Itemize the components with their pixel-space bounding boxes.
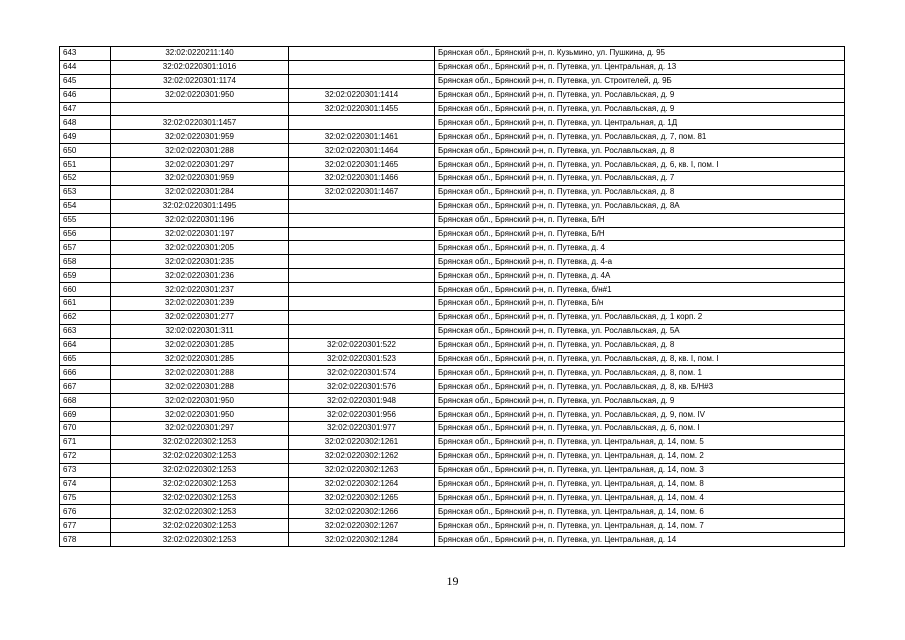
table-row bbox=[60, 158, 845, 172]
address-cell: Брянская обл., Брянский р-н, п. Путевка, ул. Центральная, д. 13 bbox=[435, 60, 845, 74]
row-number-cell: 657 bbox=[60, 241, 111, 255]
table-row bbox=[60, 88, 845, 102]
cadastral-number-cell: 32:02:0220301:196 bbox=[111, 213, 289, 227]
address-cell: Брянская обл., Брянский р-н, п. Путевка, ул. Центральная, д. 14, пом. 6 bbox=[435, 505, 845, 519]
table-row bbox=[60, 380, 845, 394]
table-row bbox=[60, 144, 845, 158]
address-cell: Брянская обл., Брянский р-н, п. Путевка, ул. Рославльская, д. 8, пом. 1 bbox=[435, 366, 845, 380]
linked-cadastral-number-cell: 32:02:0220301:1455 bbox=[289, 102, 435, 116]
linked-cadastral-number-cell bbox=[289, 297, 435, 311]
address-cell: Брянская обл., Брянский р-н, п. Путевка, ул. Центральная, д. 14, пом. 8 bbox=[435, 477, 845, 491]
row-number-cell: 676 bbox=[60, 505, 111, 519]
table-row bbox=[60, 366, 845, 380]
address-cell: Брянская обл., Брянский р-н, п. Путевка, ул. Центральная, д. 14, пом. 4 bbox=[435, 491, 845, 505]
row-number-cell: 656 bbox=[60, 227, 111, 241]
cadastral-number-cell: 32:02:0220301:285 bbox=[111, 338, 289, 352]
linked-cadastral-number-cell: 32:02:0220301:1464 bbox=[289, 144, 435, 158]
linked-cadastral-number-cell: 32:02:0220301:956 bbox=[289, 408, 435, 422]
address-cell: Брянская обл., Брянский р-н, п. Путевка, ул. Рославльская, д. 8 bbox=[435, 338, 845, 352]
linked-cadastral-number-cell bbox=[289, 227, 435, 241]
address-cell: Брянская обл., Брянский р-н, п. Путевка, д. 4А bbox=[435, 269, 845, 283]
row-number-cell: 650 bbox=[60, 144, 111, 158]
table-row bbox=[60, 324, 845, 338]
address-cell: Брянская обл., Брянский р-н, п. Путевка, Б/Н bbox=[435, 227, 845, 241]
cadastral-number-cell: 32:02:0220301:950 bbox=[111, 408, 289, 422]
cadastral-number-cell: 32:02:0220301:285 bbox=[111, 352, 289, 366]
cadastral-number-cell: 32:02:0220301:1174 bbox=[111, 74, 289, 88]
linked-cadastral-number-cell bbox=[289, 241, 435, 255]
row-number-cell: 671 bbox=[60, 435, 111, 449]
cadastral-number-cell: 32:02:0220211:140 bbox=[111, 47, 289, 61]
row-number-cell: 648 bbox=[60, 116, 111, 130]
table-row bbox=[60, 463, 845, 477]
table-row bbox=[60, 310, 845, 324]
cadastral-number-cell: 32:02:0220301:284 bbox=[111, 185, 289, 199]
linked-cadastral-number-cell: 32:02:0220302:1264 bbox=[289, 477, 435, 491]
cadastral-number-cell: 32:02:0220301:205 bbox=[111, 241, 289, 255]
cadastral-number-cell: 32:02:0220302:1253 bbox=[111, 505, 289, 519]
linked-cadastral-number-cell: 32:02:0220301:1465 bbox=[289, 158, 435, 172]
registry-table bbox=[59, 46, 845, 547]
row-number-cell: 647 bbox=[60, 102, 111, 116]
address-cell: Брянская обл., Брянский р-н, п. Путевка, ул. Рославльская, д. 9, пом. IV bbox=[435, 408, 845, 422]
cadastral-number-cell: 32:02:0220301:1457 bbox=[111, 116, 289, 130]
row-number-cell: 670 bbox=[60, 422, 111, 436]
table-row bbox=[60, 408, 845, 422]
table-row bbox=[60, 116, 845, 130]
linked-cadastral-number-cell bbox=[289, 47, 435, 61]
table-row bbox=[60, 199, 845, 213]
cadastral-number-cell: 32:02:0220301:297 bbox=[111, 422, 289, 436]
table-row bbox=[60, 74, 845, 88]
linked-cadastral-number-cell: 32:02:0220301:977 bbox=[289, 422, 435, 436]
row-number-cell: 645 bbox=[60, 74, 111, 88]
table-row bbox=[60, 505, 845, 519]
table-row bbox=[60, 449, 845, 463]
linked-cadastral-number-cell: 32:02:0220301:574 bbox=[289, 366, 435, 380]
cadastral-number-cell: 32:02:0220301:1495 bbox=[111, 199, 289, 213]
cadastral-number-cell: 32:02:0220301:236 bbox=[111, 269, 289, 283]
linked-cadastral-number-cell: 32:02:0220302:1263 bbox=[289, 463, 435, 477]
row-number-cell: 653 bbox=[60, 185, 111, 199]
table-row bbox=[60, 172, 845, 186]
address-cell: Брянская обл., Брянский р-н, п. Путевка, ул. Рославльская, д. 7, пом. 81 bbox=[435, 130, 845, 144]
cadastral-number-cell: 32:02:0220301:959 bbox=[111, 172, 289, 186]
cadastral-number-cell: 32:02:0220301:950 bbox=[111, 88, 289, 102]
linked-cadastral-number-cell: 32:02:0220302:1261 bbox=[289, 435, 435, 449]
address-cell: Брянская обл., Брянский р-н, п. Путевка, д. 4 bbox=[435, 241, 845, 255]
table-row bbox=[60, 227, 845, 241]
linked-cadastral-number-cell bbox=[289, 324, 435, 338]
address-cell: Брянская обл., Брянский р-н, п. Путевка, Б/Н bbox=[435, 213, 845, 227]
cadastral-number-cell: 32:02:0220301:950 bbox=[111, 394, 289, 408]
cadastral-number-cell: 32:02:0220301:311 bbox=[111, 324, 289, 338]
address-cell: Брянская обл., Брянский р-н, п. Путевка, ул. Рославльская, д. 8 bbox=[435, 185, 845, 199]
table-row bbox=[60, 130, 845, 144]
row-number-cell: 673 bbox=[60, 463, 111, 477]
cadastral-number-cell: 32:02:0220302:1253 bbox=[111, 533, 289, 547]
cadastral-number-cell: 32:02:0220302:1253 bbox=[111, 463, 289, 477]
row-number-cell: 674 bbox=[60, 477, 111, 491]
table-row bbox=[60, 185, 845, 199]
address-cell: Брянская обл., Брянский р-н, п. Путевка, ул. Рославльская, д. 9 bbox=[435, 394, 845, 408]
registry-table-body bbox=[60, 47, 845, 547]
address-cell: Брянская обл., Брянский р-н, п. Путевка, ул. Рославльская, д. 9 bbox=[435, 88, 845, 102]
linked-cadastral-number-cell: 32:02:0220301:523 bbox=[289, 352, 435, 366]
table-row bbox=[60, 213, 845, 227]
row-number-cell: 651 bbox=[60, 158, 111, 172]
address-cell: Брянская обл., Брянский р-н, п. Кузьмино, ул. Пушкина, д. 95 bbox=[435, 47, 845, 61]
table-row bbox=[60, 491, 845, 505]
address-cell: Брянская обл., Брянский р-н, п. Путевка, ул. Рославльская, д. 9 bbox=[435, 102, 845, 116]
table-row bbox=[60, 477, 845, 491]
linked-cadastral-number-cell: 32:02:0220301:1466 bbox=[289, 172, 435, 186]
table-row bbox=[60, 533, 845, 547]
row-number-cell: 660 bbox=[60, 283, 111, 297]
row-number-cell: 659 bbox=[60, 269, 111, 283]
cadastral-number-cell: 32:02:0220302:1253 bbox=[111, 519, 289, 533]
row-number-cell: 643 bbox=[60, 47, 111, 61]
linked-cadastral-number-cell bbox=[289, 310, 435, 324]
address-cell: Брянская обл., Брянский р-н, п. Путевка, ул. Рославльская, д. 8, кв. Б/Н#3 bbox=[435, 380, 845, 394]
cadastral-number-cell: 32:02:0220301:239 bbox=[111, 297, 289, 311]
linked-cadastral-number-cell: 32:02:0220302:1284 bbox=[289, 533, 435, 547]
table-row bbox=[60, 519, 845, 533]
linked-cadastral-number-cell bbox=[289, 283, 435, 297]
linked-cadastral-number-cell bbox=[289, 116, 435, 130]
table-row bbox=[60, 255, 845, 269]
cadastral-number-cell: 32:02:0220301:297 bbox=[111, 158, 289, 172]
address-cell: Брянская обл., Брянский р-н, п. Путевка, ул. Рославльская, д. 6, пом. I bbox=[435, 422, 845, 436]
address-cell: Брянская обл., Брянский р-н, п. Путевка, ул. Рославльская, д. 6, кв. I, пом. I bbox=[435, 158, 845, 172]
table-row bbox=[60, 283, 845, 297]
cadastral-number-cell: 32:02:0220302:1253 bbox=[111, 449, 289, 463]
row-number-cell: 678 bbox=[60, 533, 111, 547]
row-number-cell: 655 bbox=[60, 213, 111, 227]
linked-cadastral-number-cell: 32:02:0220301:1467 bbox=[289, 185, 435, 199]
row-number-cell: 654 bbox=[60, 199, 111, 213]
address-cell: Брянская обл., Брянский р-н, п. Путевка, ул. Строителей, д. 9Б bbox=[435, 74, 845, 88]
cadastral-number-cell: 32:02:0220301:288 bbox=[111, 144, 289, 158]
row-number-cell: 677 bbox=[60, 519, 111, 533]
row-number-cell: 669 bbox=[60, 408, 111, 422]
row-number-cell: 666 bbox=[60, 366, 111, 380]
cadastral-number-cell: 32:02:0220301:235 bbox=[111, 255, 289, 269]
linked-cadastral-number-cell: 32:02:0220302:1262 bbox=[289, 449, 435, 463]
linked-cadastral-number-cell bbox=[289, 199, 435, 213]
table-row bbox=[60, 102, 845, 116]
address-cell: Брянская обл., Брянский р-н, п. Путевка, ул. Рославльская, д. 8А bbox=[435, 199, 845, 213]
row-number-cell: 675 bbox=[60, 491, 111, 505]
linked-cadastral-number-cell bbox=[289, 213, 435, 227]
address-cell: Брянская обл., Брянский р-н, п. Путевка, ул. Центральная, д. 14 bbox=[435, 533, 845, 547]
cadastral-number-cell: 32:02:0220301:288 bbox=[111, 380, 289, 394]
linked-cadastral-number-cell bbox=[289, 74, 435, 88]
table-row bbox=[60, 269, 845, 283]
table-row bbox=[60, 47, 845, 61]
table-row bbox=[60, 435, 845, 449]
row-number-cell: 658 bbox=[60, 255, 111, 269]
table-row bbox=[60, 60, 845, 74]
address-cell: Брянская обл., Брянский р-н, п. Путевка, ул. Центральная, д. 14, пом. 3 bbox=[435, 463, 845, 477]
row-number-cell: 661 bbox=[60, 297, 111, 311]
row-number-cell: 644 bbox=[60, 60, 111, 74]
address-cell: Брянская обл., Брянский р-н, п. Путевка, ул. Рославльская, д. 7 bbox=[435, 172, 845, 186]
row-number-cell: 664 bbox=[60, 338, 111, 352]
linked-cadastral-number-cell bbox=[289, 60, 435, 74]
linked-cadastral-number-cell: 32:02:0220302:1267 bbox=[289, 519, 435, 533]
linked-cadastral-number-cell: 32:02:0220302:1265 bbox=[289, 491, 435, 505]
address-cell: Брянская обл., Брянский р-н, п. Путевка, б/н#1 bbox=[435, 283, 845, 297]
cadastral-number-cell: 32:02:0220301:959 bbox=[111, 130, 289, 144]
address-cell: Брянская обл., Брянский р-н, п. Путевка, ул. Рославльская, д. 1 корп. 2 bbox=[435, 310, 845, 324]
row-number-cell: 668 bbox=[60, 394, 111, 408]
address-cell: Брянская обл., Брянский р-н, п. Путевка, ул. Центральная, д. 14, пом. 5 bbox=[435, 435, 845, 449]
address-cell: Брянская обл., Брянский р-н, п. Путевка, ул. Центральная, д. 1Д bbox=[435, 116, 845, 130]
table-row bbox=[60, 297, 845, 311]
table-row bbox=[60, 422, 845, 436]
row-number-cell: 662 bbox=[60, 310, 111, 324]
linked-cadastral-number-cell: 32:02:0220301:1414 bbox=[289, 88, 435, 102]
address-cell: Брянская обл., Брянский р-н, п. Путевка, ул. Рославльская, д. 5А bbox=[435, 324, 845, 338]
table-row bbox=[60, 338, 845, 352]
address-cell: Брянская обл., Брянский р-н, п. Путевка, Б/н bbox=[435, 297, 845, 311]
cadastral-number-cell: 32:02:0220302:1253 bbox=[111, 435, 289, 449]
cadastral-number-cell: 32:02:0220301:197 bbox=[111, 227, 289, 241]
table-row bbox=[60, 352, 845, 366]
table-row bbox=[60, 241, 845, 255]
linked-cadastral-number-cell: 32:02:0220301:576 bbox=[289, 380, 435, 394]
address-cell: Брянская обл., Брянский р-н, п. Путевка, д. 4-а bbox=[435, 255, 845, 269]
address-cell: Брянская обл., Брянский р-н, п. Путевка, ул. Центральная, д. 14, пом. 7 bbox=[435, 519, 845, 533]
row-number-cell: 667 bbox=[60, 380, 111, 394]
linked-cadastral-number-cell: 32:02:0220301:1461 bbox=[289, 130, 435, 144]
cadastral-number-cell: 32:02:0220301:277 bbox=[111, 310, 289, 324]
cadastral-number-cell: 32:02:0220302:1253 bbox=[111, 477, 289, 491]
row-number-cell: 646 bbox=[60, 88, 111, 102]
linked-cadastral-number-cell: 32:02:0220301:948 bbox=[289, 394, 435, 408]
linked-cadastral-number-cell bbox=[289, 269, 435, 283]
cadastral-number-cell: 32:02:0220301:237 bbox=[111, 283, 289, 297]
linked-cadastral-number-cell bbox=[289, 255, 435, 269]
cadastral-number-cell: 32:02:0220301:288 bbox=[111, 366, 289, 380]
page-number: 19 bbox=[446, 574, 459, 588]
row-number-cell: 665 bbox=[60, 352, 111, 366]
address-cell: Брянская обл., Брянский р-н, п. Путевка, ул. Рославльская, д. 8, кв. I, пом. I bbox=[435, 352, 845, 366]
linked-cadastral-number-cell: 32:02:0220301:522 bbox=[289, 338, 435, 352]
address-cell: Брянская обл., Брянский р-н, п. Путевка, ул. Центральная, д. 14, пом. 2 bbox=[435, 449, 845, 463]
linked-cadastral-number-cell: 32:02:0220302:1266 bbox=[289, 505, 435, 519]
row-number-cell: 672 bbox=[60, 449, 111, 463]
cadastral-number-cell: 32:02:0220301:1016 bbox=[111, 60, 289, 74]
row-number-cell: 663 bbox=[60, 324, 111, 338]
cadastral-number-cell: 32:02:0220302:1253 bbox=[111, 491, 289, 505]
cadastral-number-cell bbox=[111, 102, 289, 116]
row-number-cell: 652 bbox=[60, 172, 111, 186]
row-number-cell: 649 bbox=[60, 130, 111, 144]
table-row bbox=[60, 394, 845, 408]
address-cell: Брянская обл., Брянский р-н, п. Путевка, ул. Рославльская, д. 8 bbox=[435, 144, 845, 158]
